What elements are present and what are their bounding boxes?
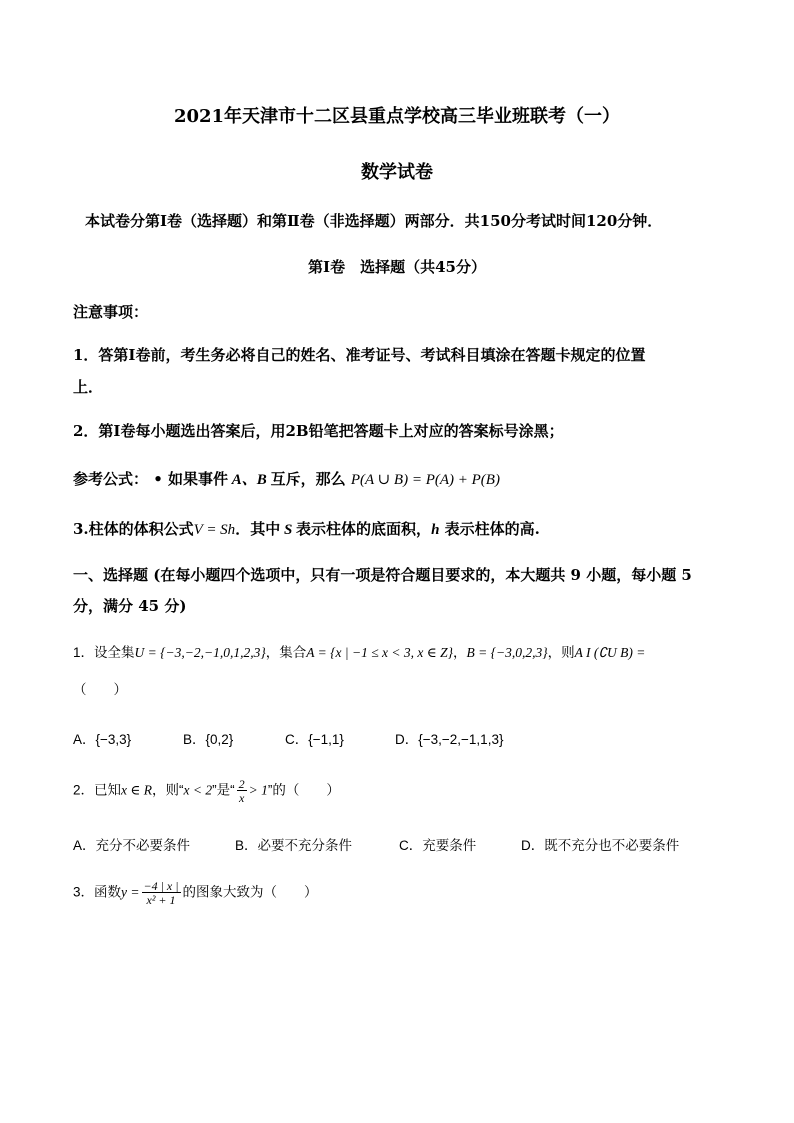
q2-suffix: ”的（ ） (267, 782, 340, 798)
q2-mid1: ，则“ (152, 782, 184, 798)
section1-heading: 一、选择题 (在每小题四个选项中，只有一项是符合题目要求的，本大题共 9 小题，每小题 5 (73, 566, 692, 584)
item3-h: h (431, 522, 440, 538)
page-title: 2021年天津市十二区县重点学校高三毕业班联考（一） (173, 106, 621, 127)
q3-fraction (142, 880, 181, 906)
q1-expression: A I (∁U B) = (574, 645, 646, 660)
reference-formula (73, 470, 500, 489)
notice-item-1-cont: 上． (73, 378, 104, 396)
question-2 (73, 778, 340, 804)
q2-prefix: 2．已知 (73, 782, 122, 798)
q1-option-d: D．{−3,−2,−1,1,3} (395, 732, 504, 747)
formula-mid: 互斥，那么 (270, 470, 346, 488)
q3-prefix: 3．函数 (73, 884, 122, 900)
q3-y: y = (121, 884, 140, 900)
exam-intro: 本试卷分第Ⅰ卷（选择题）和第Ⅱ卷（非选择题）两部分．共150分考试时间120分钟． (85, 212, 663, 230)
q2-option-b: B．必要不充分条件 (235, 838, 353, 853)
q1-set-U: U = {−3,−2,−1,0,1,2,3} (134, 645, 266, 660)
page-subtitle: 数学试卷 (361, 162, 433, 183)
question-1 (73, 645, 645, 661)
formula-events: A、B (228, 472, 271, 488)
q2-options (73, 838, 753, 854)
item3-suffix-b: 表示柱体的底面积， (296, 520, 432, 538)
q1-mid2: ， (453, 645, 467, 660)
q1-mid3: ，则 (547, 645, 575, 660)
q2-option-a: A．充分不必要条件 (73, 838, 191, 853)
item3-suffix-c: 表示柱体的高. (439, 520, 540, 538)
q1-prefix: 1．设全集 (73, 645, 135, 660)
question-3 (73, 880, 318, 906)
q2-fraction-numerator: 2 (238, 777, 245, 791)
q1-answer-blank: （ ） (73, 682, 127, 697)
q3-fraction-denominator: x² + 1 (142, 892, 181, 906)
item3-suffix-a: ．其中 (235, 520, 281, 538)
q1-option-b: B．{0,2} (183, 732, 234, 747)
q1-option-c: C．{−1,1} (285, 732, 344, 747)
notice-item-1: 1．答第Ⅰ卷前，考生务必将自己的姓名、准考证号、考试科目填涂在答题卡规定的位置 (73, 346, 646, 364)
part-heading: 第Ⅰ卷 选择题（共45分） (308, 258, 486, 276)
q2-fraction-denominator: x (237, 790, 247, 804)
notice-item-3 (73, 520, 540, 539)
q1-options (73, 732, 733, 748)
item3-prefix: 3.柱体的体积公式 (73, 520, 194, 538)
q1-option-a: A．{−3,3} (73, 732, 132, 747)
q3-fraction-numerator: −4 | x | (143, 879, 179, 893)
q2-option-d: D．既不充分也不必要条件 (521, 838, 680, 853)
q2-option-c: C．充要条件 (399, 838, 477, 853)
q2-inequality-2: > 1 (248, 782, 268, 798)
q2-fraction (237, 778, 247, 804)
section1-heading-cont: 分，满分 45 分) (73, 597, 187, 615)
q1-set-B: B = {−3,0,2,3} (466, 645, 548, 660)
q1-set-A: A = {x | −1 ≤ x < 3, x ∈ Z} (306, 645, 453, 660)
formula-math: P(A ∪ B) = P(A) + P(B) (350, 472, 500, 488)
notice-heading: 注意事项： (73, 303, 149, 321)
q3-suffix: 的图象大致为（ ） (182, 884, 318, 900)
q2-inequality-1: x < 2 (183, 782, 213, 798)
q2-mid2: ”是“ (212, 782, 235, 798)
notice-item-2: 2．第Ⅰ卷每小题选出答案后，用2B铅笔把答题卡上对应的答案标号涂黑； (73, 422, 564, 440)
q1-mid1: ，集合 (265, 645, 307, 660)
item3-math: V = Sh (193, 522, 236, 538)
q2-condition: x ∈ R (121, 782, 152, 798)
item3-S: S (280, 522, 297, 538)
formula-prefix: 参考公式： • 如果事件 (73, 470, 229, 488)
